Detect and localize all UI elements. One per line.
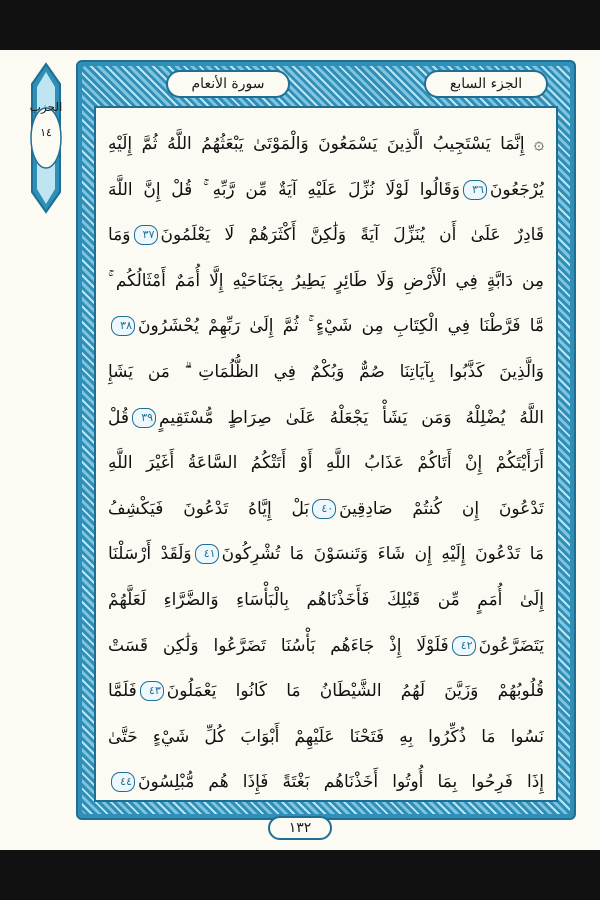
ayah-marker: ٣٦ [463,180,487,200]
hizb-label: الحزب [29,100,63,114]
verse-segment: بَلْ إِيَّاهُ تَدْعُونَ فَيَكْشِفُ [108,498,310,519]
verse-line [108,122,544,168]
verse-segment: وَلَقَدْ أَرْسَلْنَا [108,544,192,565]
ayah-marker: ٤٣ [140,681,164,701]
verse-segment: وَمَا [108,225,131,246]
mushaf-page [0,50,600,850]
verse-line [108,624,544,670]
verse-segment: أَرَأَيْتَكُمْ إِنْ أَتَاكُمْ عَذَابُ اللَّهِ أَوْ أَتَتْكُمُ السَّاعَةُ أَغَيْرَ اللَّهِ [108,453,544,474]
ayah-marker: ٣٨ [111,316,135,336]
ayah-marker: ٤٠ [312,499,336,519]
surah-title: سورة الأنعام [166,70,290,98]
verse-segment: فَلَمَّا [108,681,137,702]
verse-line [108,760,544,806]
verse-line [108,213,544,259]
ayah-marker: ٣٩ [132,408,156,428]
verse-text [108,122,544,806]
verse-segment: تَدْعُونَ إِن كُنتُمْ صَادِقِينَ [339,498,544,519]
verse-segment: مَّا فَرَّطْنَا فِي الْكِتَابِ مِن شَيْءٍ ۚ ثُمَّ إِلَىٰ رَبِّهِمْ يُحْشَرُونَ [138,316,544,337]
verse-segment: قُلْ [108,407,130,428]
ayah-marker: ٣٧ [134,225,158,245]
verse-line [108,715,544,761]
verse-line [108,532,544,578]
verse-line [108,441,544,487]
verse-line [108,350,544,396]
verse-segment: يَتَضَرَّعُونَ [478,635,544,656]
verse-line [108,396,544,442]
verse-segment: فَلَوْلَا إِذْ جَاءَهُم بَأْسُنَا تَضَرَّعُوا وَلَٰكِن قَسَتْ [108,635,449,656]
verse-segment: مِن دَابَّةٍ فِي الْأَرْضِ وَلَا طَائِرٍ يَطِيرُ بِجَنَاحَيْهِ إِلَّا أُمَمٌ أَمْثَالُكُم ۚ [108,270,544,291]
ayah-marker: ٤٤ [111,772,135,792]
juz-title: الجزء السابع [424,70,548,98]
verse-line [108,168,544,214]
verse-segment: وَالَّذِينَ كَذَّبُوا بِآيَاتِنَا صُمٌّ وَبُكْمٌ فِي الظُّلُمَاتِ ۗ مَن يَشَإِ [108,361,544,382]
verse-line [108,669,544,715]
verse-segment: اللَّهُ يُضْلِلْهُ وَمَن يَشَأْ يَجْعَلْهُ عَلَىٰ صِرَاطٍ مُّسْتَقِيمٍ [159,407,544,428]
verse-segment: يُرْجَعُونَ [489,179,544,200]
ayah-marker: ٤٢ [452,636,476,656]
verse-line [108,487,544,533]
verse-segment: إِذَا فَرِحُوا بِمَا أُوتُوا أَخَذْنَاهُم بَغْتَةً فَإِذَا هُم مُّبْلِسُونَ [138,772,544,793]
hizb-number: ١٤ [40,126,52,139]
page-number: ١٣٢ [268,816,332,840]
verse-segment: إِلَىٰ أُمَمٍ مِّن قَبْلِكَ فَأَخَذْنَاهُم بِالْبَأْسَاءِ وَالضَّرَّاءِ لَعَلَّهُمْ [108,589,544,610]
verse-segment: نَسُوا مَا ذُكِّرُوا بِهِ فَتَحْنَا عَلَيْهِمْ أَبْوَابَ كُلِّ شَيْءٍ حَتَّىٰ [108,726,544,747]
verse-line [108,578,544,624]
verse-segment: قُلُوبُهُمْ وَزَيَّنَ لَهُمُ الشَّيْطَانُ مَا كَانُوا يَعْمَلُونَ [166,681,544,702]
verse-segment: مَا تَدْعُونَ إِلَيْهِ إِن شَاءَ وَتَنسَوْنَ مَا تُشْرِكُونَ [221,544,544,565]
verse-line [108,259,544,305]
screen-bottom-bar [0,850,600,900]
ayah-marker: ٤١ [195,544,219,564]
verse-segment: قَادِرٌ عَلَىٰ أَن يُنَزِّلَ آيَةً وَلَٰكِنَّ أَكْثَرَهُمْ لَا يَعْلَمُونَ [160,225,544,246]
verse-segment: ۞ إِنَّمَا يَسْتَجِيبُ الَّذِينَ يَسْمَعُونَ وَالْمَوْتَىٰ يَبْعَثُهُمُ اللَّهُ ثُمَّ إِلَيْهِ [108,134,544,154]
verse-line [108,304,544,350]
screen-top-bar [0,0,600,50]
verse-segment: وَقَالُوا لَوْلَا نُزِّلَ عَلَيْهِ آيَةٌ مِّن رَّبِّهِ ۚ قُلْ إِنَّ اللَّهَ [108,179,460,200]
